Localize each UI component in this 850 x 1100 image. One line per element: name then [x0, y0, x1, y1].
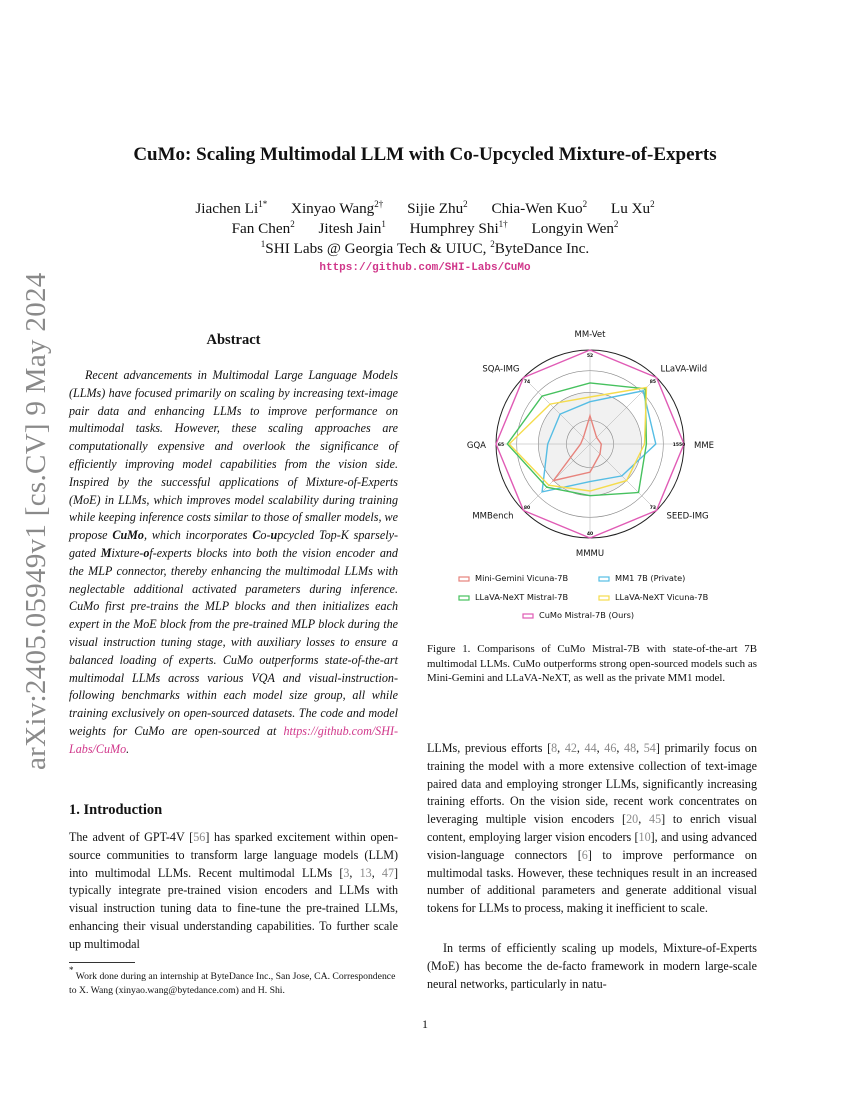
- author: Jiachen $Li^{1*}$: [195, 199, 268, 217]
- abstract-repo-link[interactable]: https://github.com/SHI-Labs/CuMo: [69, 723, 398, 756]
- right-column-paragraph-2: In terms of efficiently scaling up models, Mixture-of-Experts (MoE) has become the de-facto framework in modern large-scale neural networks, particularly in natu-: [427, 941, 757, 991]
- citation[interactable]: 44: [584, 741, 597, 755]
- citation[interactable]: 45: [649, 812, 662, 827]
- legend-swatch: [599, 577, 609, 581]
- citation[interactable]: 47: [381, 865, 394, 880]
- section-heading-introduction: 1. Introduction: [69, 802, 163, 818]
- legend-label: LLaVA-NeXT Vicuna-7B: [615, 592, 709, 602]
- radar-axis-max: 74: [523, 380, 531, 386]
- radar-axis-max: 73: [649, 505, 657, 511]
- radar-axis-label: SQA-IMG: [482, 364, 520, 375]
- radar-axis-label: MMBench: [472, 511, 514, 522]
- radar-axis-label: SEED-IMG: [666, 511, 709, 522]
- legend-label: CuMo Mistral-7B (Ours): [539, 610, 635, 620]
- author: Chia-Wen Kuo$^2$: [491, 199, 588, 217]
- citation[interactable]: 3: [343, 865, 350, 880]
- citation[interactable]: 54: [643, 741, 656, 755]
- citation[interactable]: 46: [604, 741, 617, 755]
- radar-chart: [427, 318, 757, 633]
- citation[interactable]: 6: [581, 847, 588, 862]
- radar-axis-max: 65: [497, 443, 505, 448]
- repo-link[interactable]: https://github.com/SHI-Labs/CuMo: [319, 262, 531, 274]
- legend-swatch: [523, 614, 533, 618]
- footnote-rule: [69, 962, 135, 963]
- radar-axis-label: GQA: [466, 441, 486, 451]
- citation[interactable]: 10: [638, 829, 651, 844]
- radar-axis-max: 80: [523, 505, 531, 511]
- radar-axis-label: MMMU: [575, 549, 605, 559]
- author: Fan Chen$^2$: [231, 219, 295, 237]
- paper-title: CuMo: Scaling Multimodal LLM with Co-Upcycled Mixture-of-Experts: [133, 144, 717, 165]
- radar-axis-max: 40: [586, 532, 594, 537]
- author: Sijie Zhu$^2$: [407, 199, 468, 217]
- footnote: * Work done during an internship at ByteDance Inc., San Jose, CA. Correspondence to X. Wang (xinyao.wang@bytedance.com) and H. Shi.: [69, 965, 396, 996]
- abstract-heading: Abstract: [206, 332, 261, 348]
- citation[interactable]: 20: [626, 812, 639, 827]
- intro-paragraph: The advent of GPT-4V [56] has sparked excitement within open-source communities to transform large language models (LLM) into multimodal LLMs. Recent multimodal LLMs [3, 13, 47] typically integrate pre-trained vision encoders and LLMs with visual instruction tuning data to fine-tune the pre-trained LLMs, enhancing their visual understanding capabilities. To further scale up multimodal: [69, 830, 399, 951]
- citation[interactable]: 56: [193, 830, 206, 844]
- radar-axis-max: 52: [586, 354, 594, 359]
- radar-axis-max: 85: [649, 380, 657, 386]
- radar-axis-max: 1550: [672, 443, 686, 448]
- radar-axis-label: MM-Vet: [574, 330, 606, 340]
- citation[interactable]: 48: [624, 741, 637, 755]
- author: Xinyao Wang$^{2\dagger}$: [290, 199, 384, 217]
- page-number: 1: [422, 1017, 428, 1031]
- affiliation: $^1$SHI Labs @ Georgia Tech & UIUC, $^2$ByteDance Inc.: [260, 239, 590, 257]
- figure-caption: Figure 1. Comparisons of CuMo Mistral-7B with state-of-the-art 7B multimodal LLMs. CuMo outperforms strong open-sourced models such as Mini-Gemini and LLaVA-NeXT, as well as the private MM1 model.: [427, 643, 757, 685]
- author: Longyin Wen$^2$: [531, 219, 619, 237]
- legend-swatch: [599, 596, 609, 600]
- author: Lu Xu$^2$: [610, 199, 655, 217]
- authors-line-2: [0, 219, 850, 238]
- authors-line-1: [0, 199, 850, 218]
- legend-label: MM1 7B (Private): [615, 573, 686, 583]
- citation[interactable]: 13: [359, 865, 372, 880]
- citation[interactable]: 8: [551, 741, 558, 755]
- author: Jitesh Jain$^1$: [318, 219, 386, 237]
- radar-axis-label: LLaVA-Wild: [660, 364, 708, 375]
- citation[interactable]: 42: [564, 741, 577, 755]
- legend-label: LLaVA-NeXT Mistral-7B: [475, 592, 569, 602]
- arxiv-stamp: arXiv:2405.05949v1 [cs.CV] 9 May 2024: [20, 272, 52, 770]
- author: Humphrey Shi$^{1\dagger}$: [409, 219, 508, 237]
- right-column-paragraph: LLMs, previous efforts [8, 42, 44, 46, 48, 54] primarily focus on training the model with a more extensive collection of text-image paired data and employing stronger LLMs, significantly increasing training efforts. On the vision side, recent work concentrates on leveraging multiple vision encoders [20, 45] to enrich visual content, employing larger vision encoders [10], and using advanced vision-language connectors [6] to improve performance on multimodal tasks. However, these techniques result in an increased number of additional parameters and generate additional visual tokens for LLMs to process, making it inefficient to scale.: [427, 741, 758, 916]
- legend-label: Mini-Gemini Vicuna-7B: [475, 573, 569, 583]
- abstract-text: Recent advancements in Multimodal Large Language Models (LLMs) have focused primarily on scaling by increasing text-image pair data and enhancing LLMs to improve performance on multimodal tasks. However, these scaling approaches are computationally expensive and overlook the significance of efficiently improving model capabilities from the vision side. Inspired by the successful applications of Mixture-of-Experts (MoE) in LLMs, which improves model scalability during training while keeping inference costs similar to those of smaller models, we propose CuMo, which incorporates Co-upcycled Top-K sparsely-gated Mixture-of-experts blocks into both the vision encoder and the MLP connector, thereby enhancing the multimodal LLMs with neglectable additional activated parameters during inference. CuMo first pre-trains the MLP blocks and then initializes each expert in the MoE block from the pre-trained MLP block during the visual instruction tuning stage, with auxiliary losses to ensure a balanced loading of experts. CuMo outperforms state-of-the-art multimodal LLMs across various VQA and visual-instruction-following benchmarks within each model size group, all while training exclusively on open-sourced datasets. The code and model weights for CuMo are open-sourced at https://github.com/SHI-Labs/CuMo.: [69, 368, 398, 756]
- legend-swatch: [459, 577, 469, 581]
- chart-legend: [459, 573, 709, 620]
- legend-swatch: [459, 596, 469, 600]
- radar-axis-label: MME: [694, 441, 715, 451]
